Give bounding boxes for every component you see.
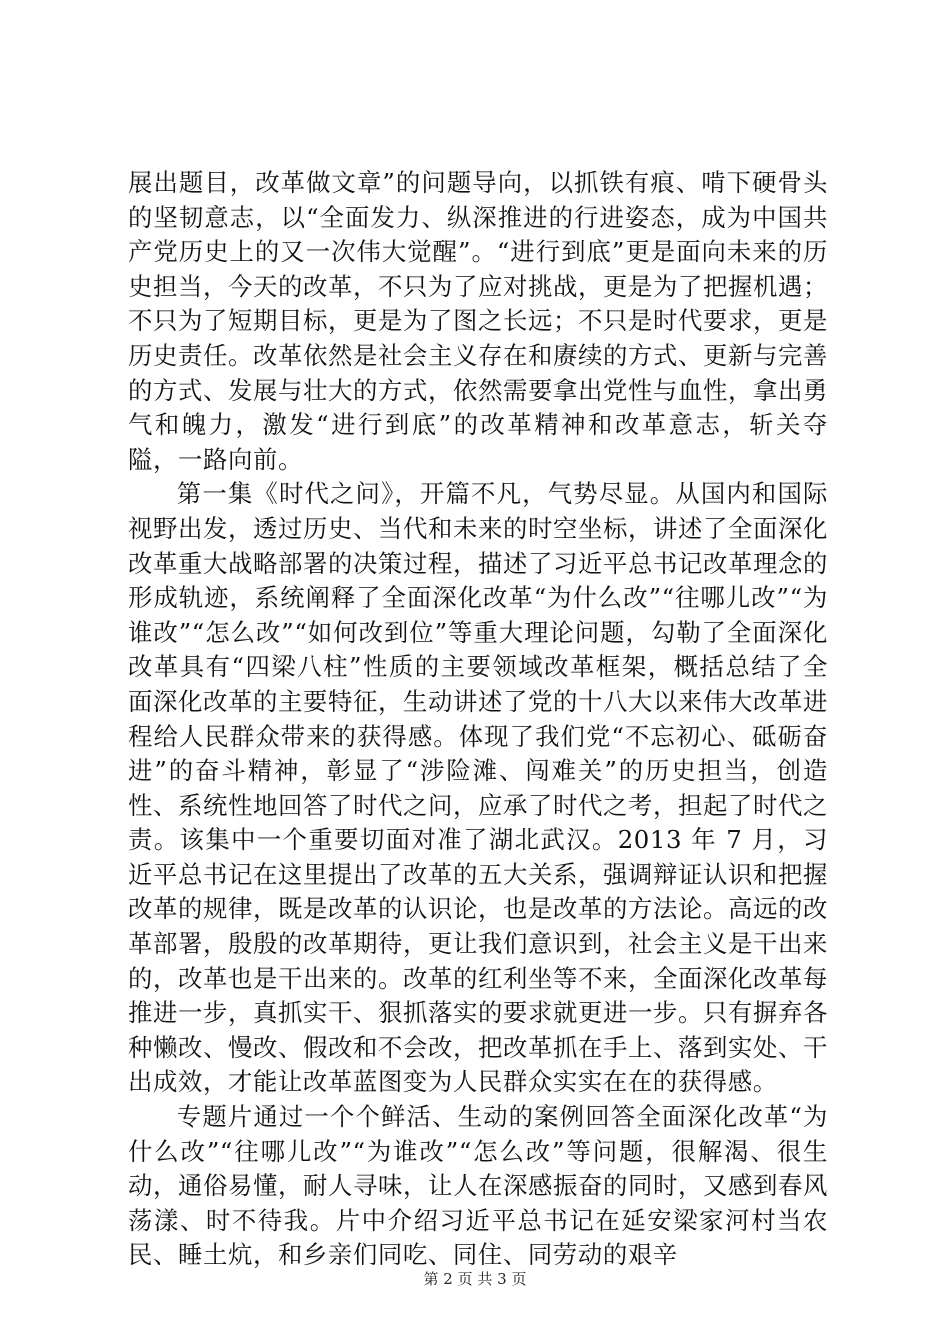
paragraph-3: 专题片通过一个个鲜活、生动的案例回答全面深化改革“为什么改”“往哪儿改”“为谁改”“怎么改”等问题，很解渴、很生动，通俗易懂，耐人寻味，让人在深感振奋的同时，又感到春风荡漾、时不待我。片中介绍习近平总书记在延安梁家河村当农民、睡土炕，和乡亲们同吃、同住、同劳动的艰辛 — [128, 1102, 828, 1270]
document-body — [128, 166, 828, 1273]
paragraph-2: 第一集《时代之问》，开篇不凡，气势尽显。从国内和国际视野出发，透过历史、当代和未来的时空坐标，讲述了全面深化改革重大战略部署的决策过程，描述了习近平总书记改革理念的形成轨迹，系统阐释了全面深化改革“为什么改”“往哪儿改”“为谁改”“怎么改”“如何改到位”等重大理论问题，勾勒了全面深化改革具有“四梁八柱”性质的主要领域改革框架，概括总结了全面深化改革的主要特征，生动讲述了党的十八大以来伟大改革进程给人民群众带来的获得感。体现了我们党“不忘初心、砥砺奋进”的奋斗精神，彰显了“涉险滩、闯难关”的历史担当，创造性、系统性地回答了时代之问，应承了时代之考，担起了时代之责。该集中一个重要切面对准了湖北武汉。2013 年 7 月，习近平总书记在这里提出了改革的五大关系，强调辩证认识和把握改革的规律，既是改革的认识论，也是改革的方法论。高远的改革部署，殷殷的改革期待，更让我们意识到，社会主义是干出来的，改革也是干出来的。改革的红利坐等不来，全面深化改革每推进一步，真抓实干、狠抓落实的要求就更进一步。只有摒弃各种懒改、慢改、假改和不会改，把改革抓在手上、落到实处、干出成效，才能让改革蓝图变为人民群众实实在在的获得感。 — [128, 479, 828, 1097]
paragraph-1: 展出题目，改革做文章”的问题导向，以抓铁有痕、啃下硬骨头的坚韧意志，以“全面发力、纵深推进的行进姿态，成为中国共产党历史上的又一次伟大觉醒”。“进行到底”更是面向未来的历史担当，今天的改革，不只为了应对挑战，更是为了把握机遇；不只为了短期目标，更是为了图之长远；不只是时代要求，更是历史责任。改革依然是社会主义存在和赓续的方式、更新与完善的方式、发展与壮大的方式，依然需要拿出党性与血性，拿出勇气和魄力，激发“进行到底”的改革精神和改革意志，斩关夺隘，一路向前。 — [128, 168, 828, 474]
page-footer: 第 2 页 共 3 页 — [423, 1270, 527, 1288]
